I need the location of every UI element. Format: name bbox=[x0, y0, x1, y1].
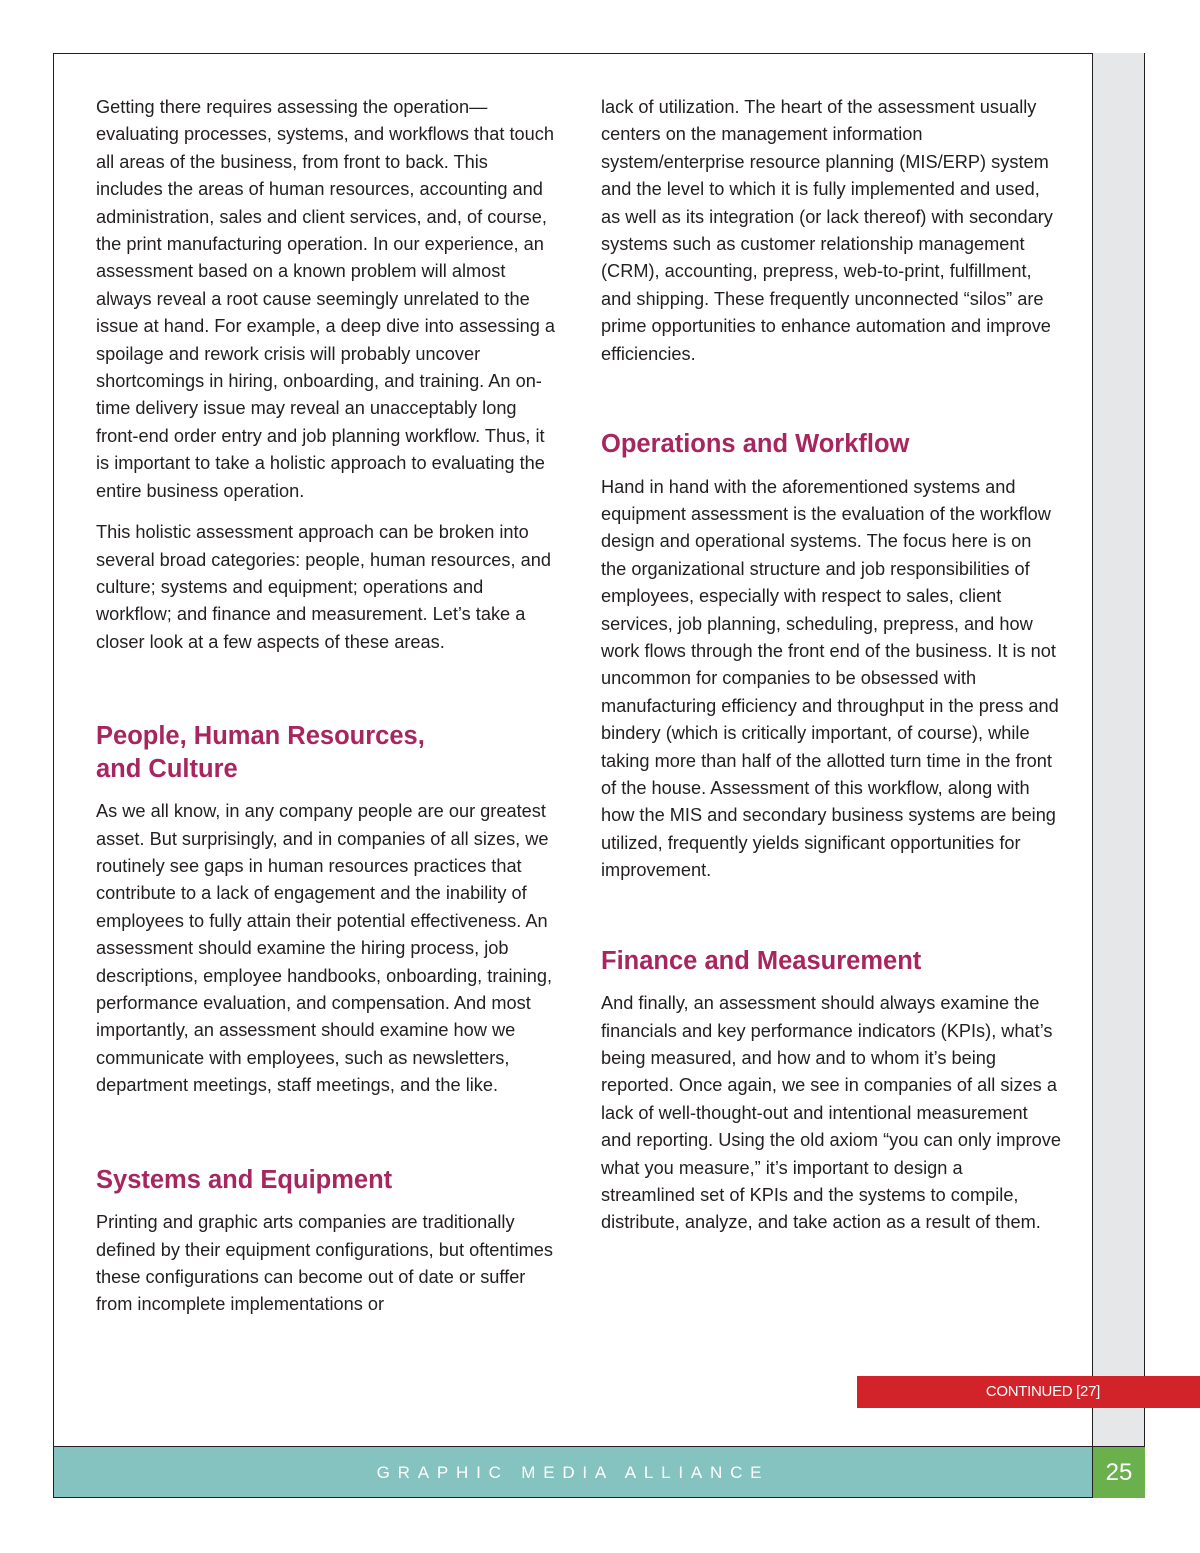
left-column bbox=[96, 94, 556, 1333]
paragraph-finance: And finally, an assessment should always examine the financials and key performance indicators (KPIs), what’s being measured, and how and to whom it’s being reported. Once again, we see in companies of all sizes a lack of well-thought-out and intentional measurement and reporting. Using the old axiom “you can only improve what you measure,” it’s important to design a streamlined set of KPIs and the systems to compile, distribute, analyze, and take action as a result of them. bbox=[601, 993, 1061, 1233]
heading-operations-workflow: Operations and Workflow bbox=[601, 430, 910, 459]
heading-people-line2: and Culture bbox=[96, 754, 238, 783]
paragraph-operations: Hand in hand with the aforementioned systems and equipment assessment is the evaluation of the workflow design and operational systems. The focus here is on the organizational structure and job responsibilities of employees, especially with respect to sales, client services, job planning, scheduling, prepress, and how work flows through the front end of the business. It is not uncommon for companies to be obsessed with manufacturing efficiency and throughput in the press and bindery (which is critically important, of course), while taking more than half of the allotted turn time in the front of the house. Assessment of this workflow, along with how the MIS and secondary business systems are being utilized, frequently yields significant opportunities for improvement. bbox=[601, 476, 1059, 881]
paragraph-categories: This holistic assessment approach can be broken into several broad categories: people, human resources, and culture; systems and equipment; operations and workflow; and finance and measurement. Let’s take a closer look at a few aspects of these areas. bbox=[96, 522, 551, 652]
heading-finance-measurement: Finance and Measurement bbox=[601, 946, 922, 975]
heading-systems-equipment: Systems and Equipment bbox=[96, 1165, 393, 1194]
page-number: 25 bbox=[1092, 1446, 1145, 1498]
heading-people-hr-culture bbox=[96, 720, 556, 785]
right-column bbox=[601, 94, 1061, 1251]
heading-people-line1: People, Human Resources, bbox=[96, 722, 425, 751]
paragraph-intro: Getting there requires assessing the operation—evaluating processes, systems, and workflows that touch all areas of the business, from front to back. This includes the areas of human resources, accounting and administration, sales and client services, and, of course, the print manufacturing operation. In our experience, an assessment based on a known problem will almost always reveal a root cause seemingly unrelated to the issue at hand. For example, a deep dive into assessing a spoilage and rework crisis will probably uncover shortcomings in hiring, onboarding, and training. An on-time delivery issue may reveal an unacceptably long front-end order entry and job planning workflow. Thus, it is important to take a holistic approach to evaluating the entire business operation. bbox=[96, 97, 556, 501]
right-sidebar-strip bbox=[1092, 53, 1145, 1446]
paragraph-utilization: lack of utilization. The heart of the assessment usually centers on the management information system/enterprise resource planning (MIS/ERP) system and the level to which it is fully implemented and used, as well as its integration (or lack thereof) with secondary systems such as customer relationship management (CRM), accounting, prepress, web-to-print, fulfillment, and shipping. These frequently unconnected “silos” are prime opportunities to enhance automation and improve efficiencies. bbox=[601, 97, 1053, 364]
paragraph-people: As we all know, in any company people are our greatest asset. But surprisingly, and in companies of all sizes, we routinely see gaps in human resources practices that contribute to a lack of engagement and the inability of employees to fully attain their potential effectiveness. An assessment should examine the hiring process, job descriptions, employee handbooks, onboarding, training, performance evaluation, and compensation. And most importantly, an assessment should examine how we communicate with employees, such as newsletters, department meetings, staff meetings, and the like. bbox=[96, 801, 552, 1096]
continued-link[interactable]: CONTINUED [27] bbox=[857, 1376, 1200, 1408]
footer-publication-name: GRAPHIC MEDIA ALLIANCE bbox=[376, 1463, 770, 1482]
paragraph-systems: Printing and graphic arts companies are traditionally defined by their equipment configurations, but oftentimes these configurations can become out of date or suffer from incomplete implementations or bbox=[96, 1212, 553, 1315]
